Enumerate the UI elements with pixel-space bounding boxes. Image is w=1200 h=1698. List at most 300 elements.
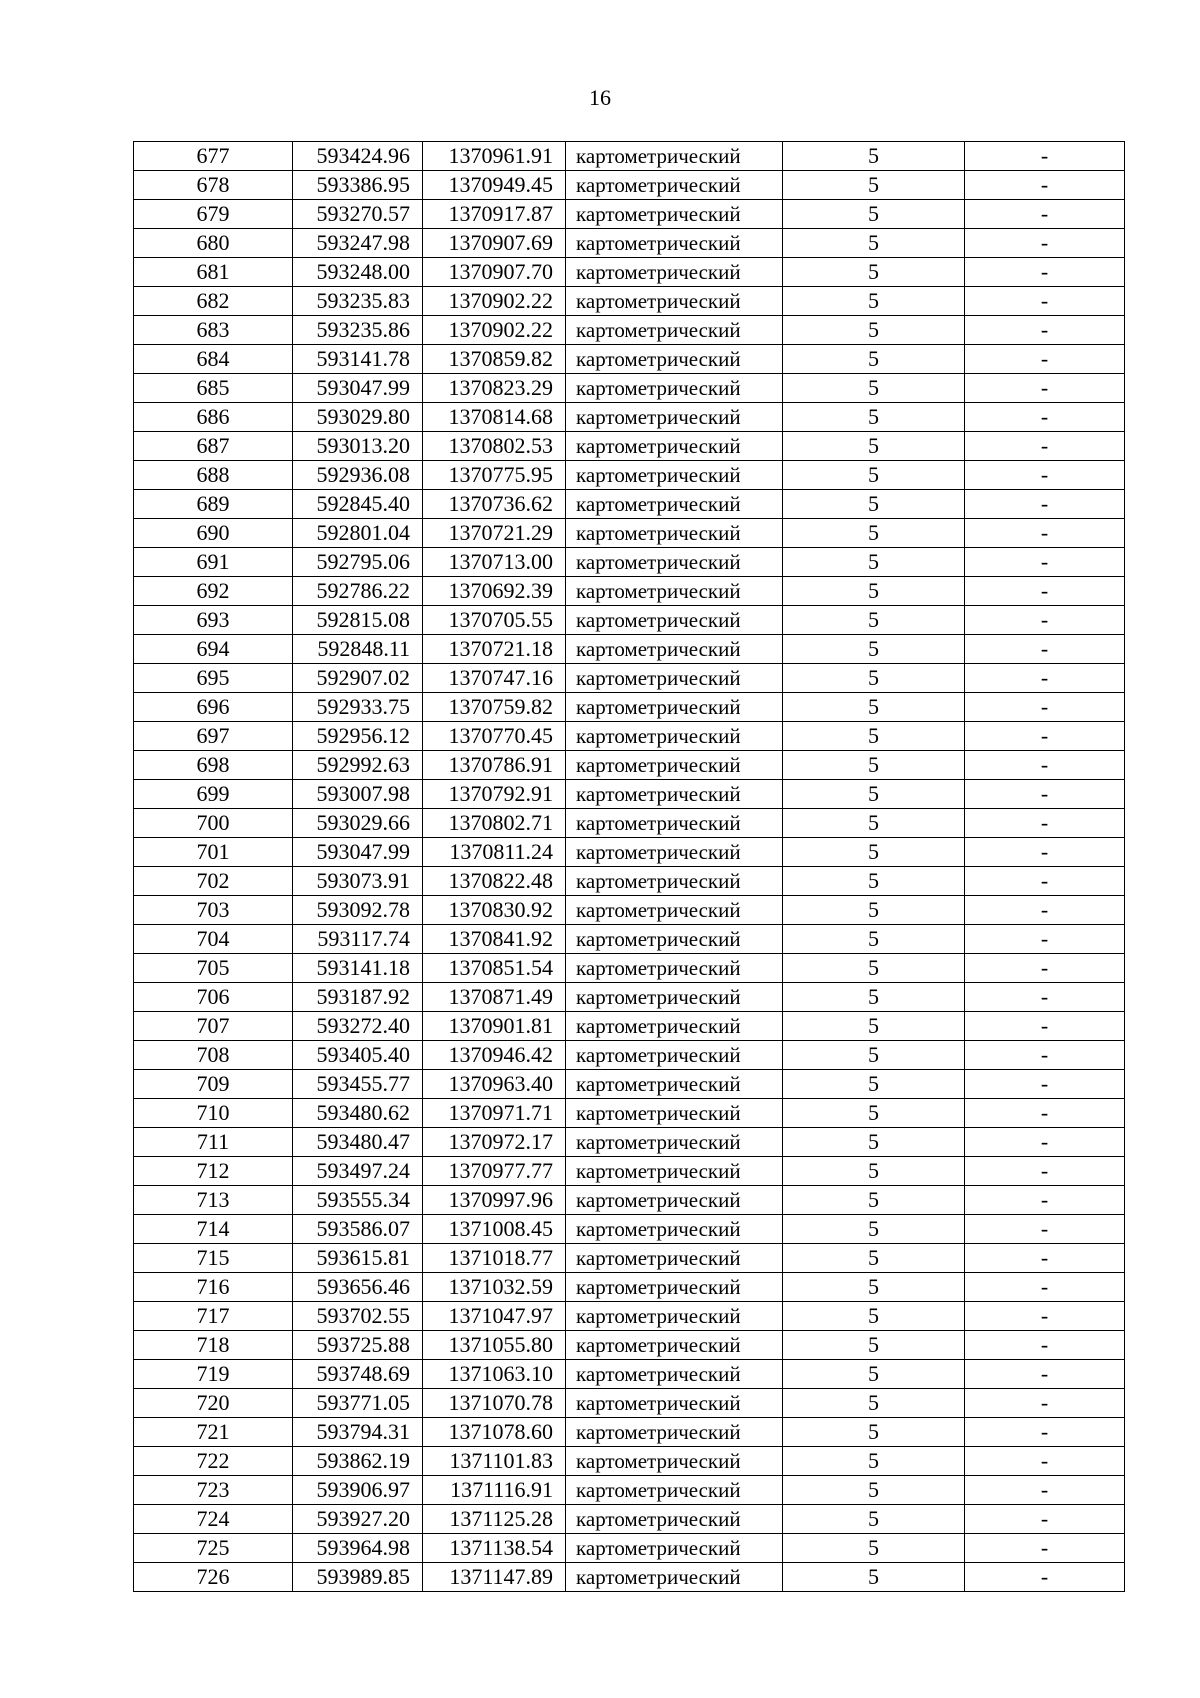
table-row [134,577,1125,606]
y-coordinate-cell: 1370977.77 [423,1157,566,1186]
description-cell: - [965,1302,1125,1331]
y-coordinate-cell: 1370971.71 [423,1099,566,1128]
x-coordinate-cell: 593615.81 [293,1244,423,1273]
description-cell: - [965,142,1125,171]
y-coordinate-cell: 1370851.54 [423,954,566,983]
accuracy-cell: 5 [783,519,965,548]
y-coordinate-cell: 1370721.29 [423,519,566,548]
method-cell: картометрический [566,1360,783,1389]
x-coordinate-cell: 592992.63 [293,751,423,780]
table-row [134,925,1125,954]
table-row [134,287,1125,316]
x-coordinate-cell: 593748.69 [293,1360,423,1389]
description-cell: - [965,1273,1125,1302]
method-cell: картометрический [566,1215,783,1244]
point-number-cell: 692 [134,577,293,606]
accuracy-cell: 5 [783,1070,965,1099]
accuracy-cell: 5 [783,1157,965,1186]
y-coordinate-cell: 1371032.59 [423,1273,566,1302]
y-coordinate-cell: 1370736.62 [423,490,566,519]
description-cell: - [965,1360,1125,1389]
method-cell: картометрический [566,925,783,954]
point-number-cell: 704 [134,925,293,954]
y-coordinate-cell: 1371055.80 [423,1331,566,1360]
x-coordinate-cell: 593555.34 [293,1186,423,1215]
method-cell: картометрический [566,1534,783,1563]
method-cell: картометрический [566,1331,783,1360]
table-row [134,1447,1125,1476]
x-coordinate-cell: 593117.74 [293,925,423,954]
y-coordinate-cell: 1370811.24 [423,838,566,867]
method-cell: картометрический [566,664,783,693]
y-coordinate-cell: 1370802.71 [423,809,566,838]
point-number-cell: 705 [134,954,293,983]
y-coordinate-cell: 1370946.42 [423,1041,566,1070]
table-row [134,171,1125,200]
accuracy-cell: 5 [783,548,965,577]
table-row [134,1418,1125,1447]
point-number-cell: 706 [134,983,293,1012]
table-row [134,403,1125,432]
method-cell: картометрический [566,1447,783,1476]
table-row [134,1331,1125,1360]
x-coordinate-cell: 593141.18 [293,954,423,983]
x-coordinate-cell: 593247.98 [293,229,423,258]
method-cell: картометрический [566,1418,783,1447]
point-number-cell: 724 [134,1505,293,1534]
table-row [134,519,1125,548]
x-coordinate-cell: 593656.46 [293,1273,423,1302]
method-cell: картометрический [566,867,783,896]
table-row [134,461,1125,490]
table-row [134,867,1125,896]
description-cell: - [965,809,1125,838]
point-number-cell: 720 [134,1389,293,1418]
x-coordinate-cell: 592936.08 [293,461,423,490]
point-number-cell: 707 [134,1012,293,1041]
accuracy-cell: 5 [783,490,965,519]
x-coordinate-cell: 593235.86 [293,316,423,345]
accuracy-cell: 5 [783,461,965,490]
description-cell: - [965,1186,1125,1215]
method-cell: картометрический [566,838,783,867]
point-number-cell: 708 [134,1041,293,1070]
table-row [134,1041,1125,1070]
point-number-cell: 687 [134,432,293,461]
description-cell: - [965,693,1125,722]
accuracy-cell: 5 [783,577,965,606]
table-row [134,142,1125,171]
accuracy-cell: 5 [783,867,965,896]
table-row [134,606,1125,635]
accuracy-cell: 5 [783,229,965,258]
x-coordinate-cell: 593964.98 [293,1534,423,1563]
accuracy-cell: 5 [783,1099,965,1128]
method-cell: картометрический [566,229,783,258]
x-coordinate-cell: 593424.96 [293,142,423,171]
point-number-cell: 688 [134,461,293,490]
description-cell: - [965,1099,1125,1128]
point-number-cell: 678 [134,171,293,200]
table-row [134,838,1125,867]
x-coordinate-cell: 592845.40 [293,490,423,519]
method-cell: картометрический [566,1273,783,1302]
table-row [134,1128,1125,1157]
description-cell: - [965,1215,1125,1244]
description-cell: - [965,229,1125,258]
method-cell: картометрический [566,1476,783,1505]
accuracy-cell: 5 [783,983,965,1012]
description-cell: - [965,432,1125,461]
description-cell: - [965,1389,1125,1418]
description-cell: - [965,171,1125,200]
table-row [134,664,1125,693]
description-cell: - [965,1012,1125,1041]
table-row [134,1476,1125,1505]
point-number-cell: 711 [134,1128,293,1157]
point-number-cell: 722 [134,1447,293,1476]
point-number-cell: 693 [134,606,293,635]
method-cell: картометрический [566,461,783,490]
description-cell: - [965,664,1125,693]
table-row [134,1273,1125,1302]
y-coordinate-cell: 1370902.22 [423,316,566,345]
x-coordinate-cell: 593073.91 [293,867,423,896]
point-number-cell: 697 [134,722,293,751]
x-coordinate-cell: 593386.95 [293,171,423,200]
y-coordinate-cell: 1370871.49 [423,983,566,1012]
method-cell: картометрический [566,635,783,664]
accuracy-cell: 5 [783,287,965,316]
method-cell: картометрический [566,1186,783,1215]
point-number-cell: 716 [134,1273,293,1302]
table-row [134,1302,1125,1331]
y-coordinate-cell: 1371078.60 [423,1418,566,1447]
accuracy-cell: 5 [783,171,965,200]
method-cell: картометрический [566,258,783,287]
point-number-cell: 713 [134,1186,293,1215]
point-number-cell: 691 [134,548,293,577]
y-coordinate-cell: 1370770.45 [423,722,566,751]
method-cell: картометрический [566,751,783,780]
accuracy-cell: 5 [783,925,965,954]
x-coordinate-cell: 592907.02 [293,664,423,693]
accuracy-cell: 5 [783,374,965,403]
method-cell: картометрический [566,519,783,548]
point-number-cell: 682 [134,287,293,316]
table-row [134,258,1125,287]
x-coordinate-cell: 593906.97 [293,1476,423,1505]
table-row [134,1070,1125,1099]
y-coordinate-cell: 1371070.78 [423,1389,566,1418]
accuracy-cell: 5 [783,809,965,838]
y-coordinate-cell: 1371063.10 [423,1360,566,1389]
y-coordinate-cell: 1371008.45 [423,1215,566,1244]
point-number-cell: 710 [134,1099,293,1128]
x-coordinate-cell: 593497.24 [293,1157,423,1186]
accuracy-cell: 5 [783,751,965,780]
accuracy-cell: 5 [783,606,965,635]
table-row [134,1505,1125,1534]
method-cell: картометрический [566,432,783,461]
point-number-cell: 699 [134,780,293,809]
page-number: 16 [589,85,611,110]
description-cell: - [965,548,1125,577]
accuracy-cell: 5 [783,780,965,809]
method-cell: картометрический [566,374,783,403]
table-row [134,1157,1125,1186]
y-coordinate-cell: 1370692.39 [423,577,566,606]
x-coordinate-cell: 593047.99 [293,838,423,867]
table-row [134,722,1125,751]
description-cell: - [965,490,1125,519]
method-cell: картометрический [566,1302,783,1331]
point-number-cell: 714 [134,1215,293,1244]
y-coordinate-cell: 1370823.29 [423,374,566,403]
method-cell: картометрический [566,1389,783,1418]
point-number-cell: 683 [134,316,293,345]
description-cell: - [965,983,1125,1012]
x-coordinate-cell: 593013.20 [293,432,423,461]
method-cell: картометрический [566,780,783,809]
coordinates-table-body [134,142,1125,1592]
x-coordinate-cell: 593927.20 [293,1505,423,1534]
description-cell: - [965,838,1125,867]
point-number-cell: 681 [134,258,293,287]
accuracy-cell: 5 [783,1244,965,1273]
y-coordinate-cell: 1370802.53 [423,432,566,461]
accuracy-cell: 5 [783,345,965,374]
method-cell: картометрический [566,809,783,838]
description-cell: - [965,1128,1125,1157]
method-cell: картометрический [566,693,783,722]
table-row [134,1099,1125,1128]
method-cell: картометрический [566,142,783,171]
description-cell: - [965,1041,1125,1070]
method-cell: картометрический [566,954,783,983]
description-cell: - [965,316,1125,345]
method-cell: картометрический [566,1157,783,1186]
point-number-cell: 726 [134,1563,293,1592]
point-number-cell: 684 [134,345,293,374]
x-coordinate-cell: 593235.83 [293,287,423,316]
method-cell: картометрический [566,983,783,1012]
y-coordinate-cell: 1370705.55 [423,606,566,635]
y-coordinate-cell: 1371018.77 [423,1244,566,1273]
method-cell: картометрический [566,316,783,345]
x-coordinate-cell: 593586.07 [293,1215,423,1244]
table-row [134,809,1125,838]
method-cell: картометрический [566,1563,783,1592]
method-cell: картометрический [566,1070,783,1099]
accuracy-cell: 5 [783,1012,965,1041]
accuracy-cell: 5 [783,693,965,722]
x-coordinate-cell: 593029.80 [293,403,423,432]
table-row [134,1360,1125,1389]
x-coordinate-cell: 593141.78 [293,345,423,374]
description-cell: - [965,1244,1125,1273]
y-coordinate-cell: 1371147.89 [423,1563,566,1592]
table-row [134,432,1125,461]
method-cell: картометрический [566,1041,783,1070]
method-cell: картометрический [566,1099,783,1128]
table-row [134,780,1125,809]
method-cell: картометрический [566,490,783,519]
description-cell: - [965,1418,1125,1447]
accuracy-cell: 5 [783,1447,965,1476]
point-number-cell: 686 [134,403,293,432]
accuracy-cell: 5 [783,635,965,664]
y-coordinate-cell: 1370963.40 [423,1070,566,1099]
x-coordinate-cell: 593455.77 [293,1070,423,1099]
y-coordinate-cell: 1370786.91 [423,751,566,780]
table-row [134,229,1125,258]
point-number-cell: 719 [134,1360,293,1389]
x-coordinate-cell: 593771.05 [293,1389,423,1418]
x-coordinate-cell: 593725.88 [293,1331,423,1360]
x-coordinate-cell: 593270.57 [293,200,423,229]
method-cell: картометрический [566,548,783,577]
description-cell: - [965,345,1125,374]
table-row [134,200,1125,229]
y-coordinate-cell: 1370907.70 [423,258,566,287]
description-cell: - [965,461,1125,490]
point-number-cell: 677 [134,142,293,171]
table-row [134,1534,1125,1563]
description-cell: - [965,1447,1125,1476]
accuracy-cell: 5 [783,316,965,345]
x-coordinate-cell: 592956.12 [293,722,423,751]
method-cell: картометрический [566,1244,783,1273]
x-coordinate-cell: 592795.06 [293,548,423,577]
description-cell: - [965,200,1125,229]
accuracy-cell: 5 [783,896,965,925]
table-row [134,693,1125,722]
description-cell: - [965,722,1125,751]
x-coordinate-cell: 593480.47 [293,1128,423,1157]
point-number-cell: 723 [134,1476,293,1505]
y-coordinate-cell: 1370901.81 [423,1012,566,1041]
table-row [134,548,1125,577]
table-row [134,635,1125,664]
y-coordinate-cell: 1370775.95 [423,461,566,490]
method-cell: картометрический [566,345,783,374]
accuracy-cell: 5 [783,1360,965,1389]
method-cell: картометрический [566,1012,783,1041]
description-cell: - [965,867,1125,896]
y-coordinate-cell: 1370841.92 [423,925,566,954]
y-coordinate-cell: 1370907.69 [423,229,566,258]
method-cell: картометрический [566,606,783,635]
y-coordinate-cell: 1370747.16 [423,664,566,693]
x-coordinate-cell: 592815.08 [293,606,423,635]
accuracy-cell: 5 [783,1476,965,1505]
accuracy-cell: 5 [783,1273,965,1302]
x-coordinate-cell: 593702.55 [293,1302,423,1331]
y-coordinate-cell: 1370814.68 [423,403,566,432]
x-coordinate-cell: 593092.78 [293,896,423,925]
accuracy-cell: 5 [783,954,965,983]
accuracy-cell: 5 [783,1418,965,1447]
x-coordinate-cell: 592933.75 [293,693,423,722]
table-row [134,1186,1125,1215]
table-row [134,374,1125,403]
x-coordinate-cell: 593047.99 [293,374,423,403]
y-coordinate-cell: 1371125.28 [423,1505,566,1534]
table-row [134,1244,1125,1273]
description-cell: - [965,1331,1125,1360]
point-number-cell: 695 [134,664,293,693]
accuracy-cell: 5 [783,722,965,751]
description-cell: - [965,1505,1125,1534]
point-number-cell: 698 [134,751,293,780]
table-row [134,1563,1125,1592]
y-coordinate-cell: 1370792.91 [423,780,566,809]
description-cell: - [965,577,1125,606]
accuracy-cell: 5 [783,1215,965,1244]
table-row [134,316,1125,345]
description-cell: - [965,954,1125,983]
description-cell: - [965,635,1125,664]
description-cell: - [965,780,1125,809]
description-cell: - [965,751,1125,780]
y-coordinate-cell: 1371138.54 [423,1534,566,1563]
y-coordinate-cell: 1371101.83 [423,1447,566,1476]
method-cell: картометрический [566,403,783,432]
description-cell: - [965,519,1125,548]
method-cell: картометрический [566,287,783,316]
point-number-cell: 694 [134,635,293,664]
table-row [134,1215,1125,1244]
x-coordinate-cell: 592801.04 [293,519,423,548]
point-number-cell: 700 [134,809,293,838]
x-coordinate-cell: 592786.22 [293,577,423,606]
y-coordinate-cell: 1370721.18 [423,635,566,664]
description-cell: - [965,374,1125,403]
point-number-cell: 679 [134,200,293,229]
method-cell: картометрический [566,577,783,606]
x-coordinate-cell: 593480.62 [293,1099,423,1128]
point-number-cell: 702 [134,867,293,896]
accuracy-cell: 5 [783,1534,965,1563]
table-row [134,954,1125,983]
point-number-cell: 717 [134,1302,293,1331]
y-coordinate-cell: 1371047.97 [423,1302,566,1331]
accuracy-cell: 5 [783,1186,965,1215]
accuracy-cell: 5 [783,1389,965,1418]
table-row [134,345,1125,374]
coordinates-table [133,141,1125,1592]
point-number-cell: 703 [134,896,293,925]
x-coordinate-cell: 593272.40 [293,1012,423,1041]
x-coordinate-cell: 592848.11 [293,635,423,664]
table-row [134,1389,1125,1418]
x-coordinate-cell: 593248.00 [293,258,423,287]
y-coordinate-cell: 1370859.82 [423,345,566,374]
y-coordinate-cell: 1370713.00 [423,548,566,577]
accuracy-cell: 5 [783,142,965,171]
point-number-cell: 712 [134,1157,293,1186]
table-row [134,751,1125,780]
description-cell: - [965,606,1125,635]
method-cell: картометрический [566,896,783,925]
y-coordinate-cell: 1370949.45 [423,171,566,200]
description-cell: - [965,1070,1125,1099]
x-coordinate-cell: 593862.19 [293,1447,423,1476]
x-coordinate-cell: 593794.31 [293,1418,423,1447]
description-cell: - [965,925,1125,954]
y-coordinate-cell: 1371116.91 [423,1476,566,1505]
